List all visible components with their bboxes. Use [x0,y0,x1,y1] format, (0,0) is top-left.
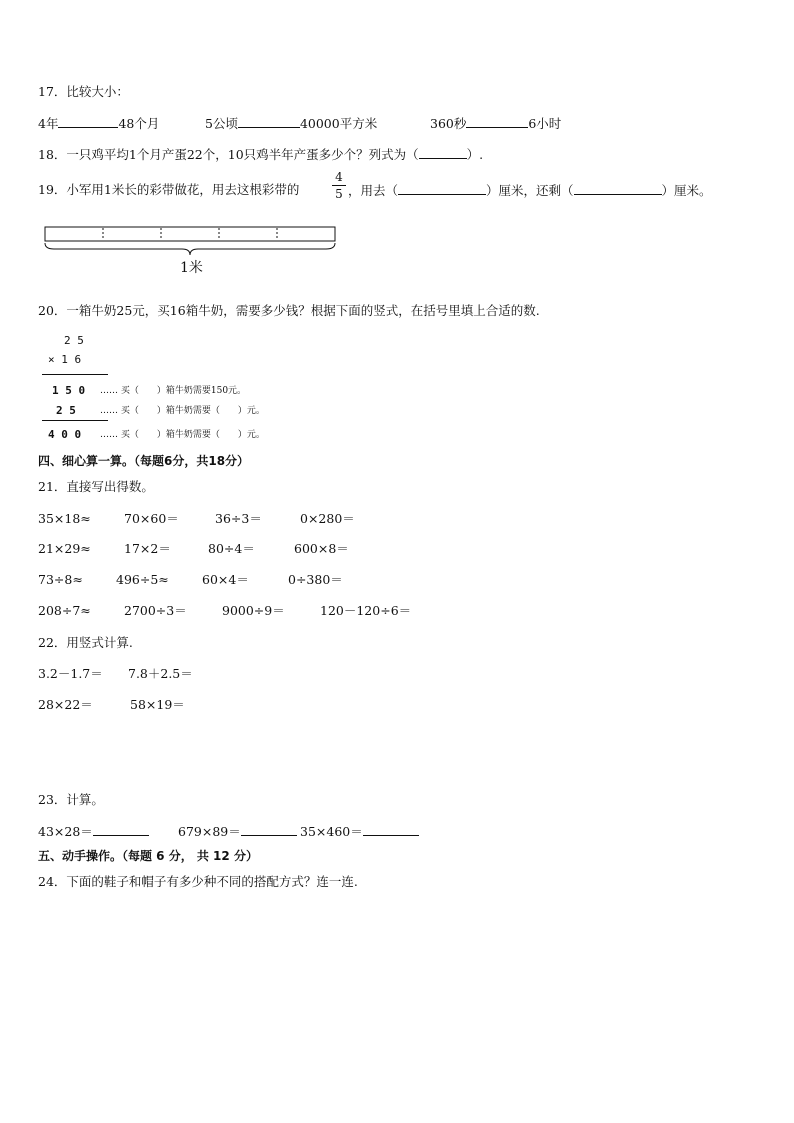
section4-title: 四、细心算一算。（每题6分，共18分） [38,454,250,468]
q21-item: 120－120÷6＝ [320,603,412,618]
q23-title: 23．计算。 [38,792,104,807]
q23-item-2-text: 679×89＝ [178,824,241,839]
q23-item-2 [178,823,297,840]
q17-item-2 [205,115,377,132]
q20-note-3: …… 买（ ）箱牛奶需要（ ）元。 [100,430,265,440]
q20-vertical-row1: 2 5 [64,334,84,347]
q21-item: 496÷5≈ [116,572,169,587]
q23-item-1 [38,823,149,840]
ribbon-brace [45,243,335,255]
q17-item-3-right: 6小时 [528,116,562,131]
q21-item: 80÷4＝ [208,541,255,556]
q19-frac-num: 4 [335,170,343,184]
q22-title: 22．用竖式计算. [38,635,133,650]
q19-rest [348,182,712,199]
q21-item: 70×60＝ [124,511,179,526]
q20-rule-1 [42,374,108,375]
q23-item-3 [300,823,419,840]
q17-item-2-left: 5公顷 [205,116,238,131]
q22-item: 28×22＝ [38,697,93,712]
section5-title: 五、动手操作。（每题 6 分， 共 12 分） [38,849,258,863]
ribbon-rect [45,227,335,241]
q19-blank-left[interactable] [574,182,662,195]
q19-frac-den: 5 [335,187,343,201]
q20-vertical-row4: 2 5 [56,404,76,417]
q23-blank-1[interactable] [93,823,149,836]
q24-question: 24．下面的鞋子和帽子有多少种不同的搭配方式？连一连. [38,874,358,889]
q17-item-1-left: 4年 [38,116,59,131]
q21-item: 60×4＝ [202,572,249,587]
q21-item: 0×280＝ [300,511,355,526]
q19-text-c: ）厘米，还剩（ [486,183,574,198]
q19-fraction [332,170,346,201]
q19-text-d: ）厘米。 [661,183,712,198]
q21-item: 600×8＝ [294,541,349,556]
q23-blank-2[interactable] [241,823,297,836]
q19-frac-bar [332,185,346,186]
q17-blank-2[interactable] [238,115,300,128]
q18-question [38,146,483,163]
q21-item: 73÷8≈ [38,572,83,587]
q21-item: 21×29≈ [38,541,91,556]
q19-blank-used[interactable] [398,182,486,195]
q23-item-1-text: 43×28＝ [38,824,93,839]
q20-vertical-row5: 4 0 0 [48,428,82,441]
q21-item: 9000÷9＝ [222,603,285,618]
q17-blank-1[interactable] [58,115,118,128]
ribbon-label: 1米 [180,260,203,276]
q21-item: 0÷380＝ [288,572,343,587]
q17-title: 17．比较大小： [38,84,129,99]
q17-item-2-right: 40000平方米 [299,116,378,131]
q21-item: 208÷7≈ [38,603,91,618]
q17-row [38,115,159,132]
q17-item-3 [430,115,561,132]
q21-title: 21．直接写出得数。 [38,479,154,494]
q20-vertical-row2: × 1 6 [48,353,82,366]
q18-text-after: ）. [466,147,484,162]
q19-text-b: ，用去（ [348,183,399,198]
q22-item: 7.8＋2.5＝ [128,666,193,681]
q19-text-a: 19．小军用1米长的彩带做花，用去这根彩带的 [38,182,300,197]
q23-item-3-text: 35×460＝ [300,824,363,839]
q20-rule-2 [42,420,108,421]
q23-blank-3[interactable] [363,823,419,836]
q21-item: 2700÷3＝ [124,603,187,618]
q20-note-2: …… 买（ ）箱牛奶需要（ ）元。 [100,406,265,416]
q20-note-1: …… 买（ ）箱牛奶需要150元。 [100,386,247,396]
q21-item: 35×18≈ [38,511,91,526]
q17-item-3-left: 360秒 [430,116,467,131]
q18-text-before: 18．一只鸡平均1个月产蛋22个，10只鸡半年产蛋多少个？列式为（ [38,147,419,162]
q22-item: 3.2－1.7＝ [38,666,103,681]
q21-item: 17×2＝ [124,541,171,556]
q21-item: 36÷3＝ [215,511,262,526]
q20-question: 20．一箱牛奶25元，买16箱牛奶，需要多少钱？根据下面的竖式，在括号里填上合适的数. [38,303,540,318]
q17-item-1-right: 48个月 [118,116,160,131]
q17-blank-3[interactable] [466,115,528,128]
q20-vertical-row3: 1 5 0 [52,384,86,397]
q22-item: 58×19＝ [130,697,185,712]
q18-blank[interactable] [419,146,467,159]
